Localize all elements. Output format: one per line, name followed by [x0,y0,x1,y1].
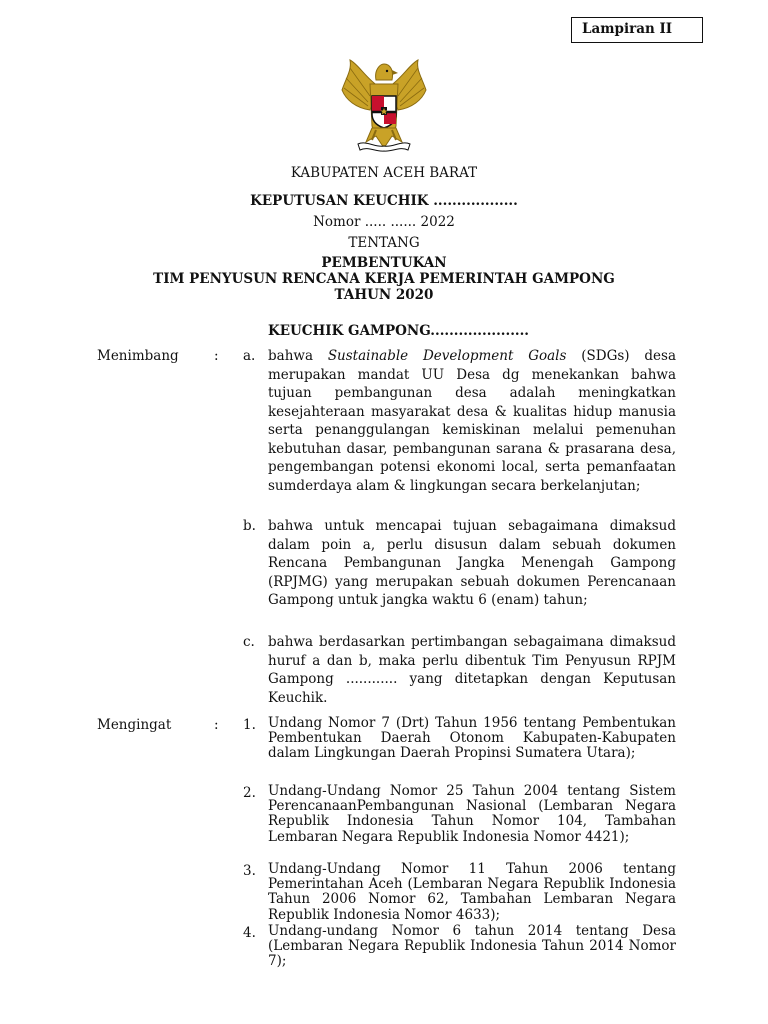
menimbang-item-c: bahwa berdasarkan pertimbangan sebagaimana dimaksud huruf a dan b, maka perlu dibentuk Tim Penyusun RPJM Gampong ............ yang ditetapkan dengan Keputusan Keuchik. [268,634,676,706]
mengingat-item-4: Undang-undang Nomor 6 tahun 2014 tentang Desa (Lembaran Negara Republik Indonesia Tahun 2014 Nomor 7); [268,923,676,970]
mengingat-colon: : [214,717,219,733]
mengingat-item-1: Undang Nomor 7 (Drt) Tahun 1956 tentang Pembentukan Pembentukan Daerah Otonom Kabupaten-Kabupaten dalam Lingkungan Daerah Propinsi Sumatera Utara); [268,715,676,762]
mengingat-label: Mengingat [97,717,172,733]
mengingat-marker-3: 3. [243,863,256,879]
menimbang-marker-a: a. [243,348,256,364]
title-line-3: TAHUN 2020 [334,287,434,303]
menimbang-item-a: bahwa Sustainable Development Goals (SDGs) desa merupakan mandat UU Desa dg menekankan bahwa tujuan pembangunan desa adalah meningkatkan kesejahteraan masyarakat desa & kualitas hidup manusia serta penanggulangan kemiskinan melalui pemenuhan kebutuhan dasar, pembangunan sarana & prasarana desa, pengembangan potensi ekonomi local, serta pemanfaatan sumderdaya alam & lingkungan secara berkelanjutan; [268,348,676,494]
about-heading: TENTANG [348,235,420,251]
menimbang-marker-b: b. [243,518,256,534]
mengingat-item-3: Undang-Undang Nomor 11 Tahun 2006 tentang Pemerintahan Aceh (Lembaran Negara Republik Indonesia Tahun 2006 Nomor 62, Tambahan Lembaran Negara Republik Indonesia Nomor 4633); [268,861,676,923]
menimbang-label: Menimbang [97,348,179,364]
decree-heading: KEPUTUSAN KEUCHIK .................. [250,193,518,209]
garuda-emblem-icon [336,56,432,154]
lampiran-label: Lampiran II [571,17,703,43]
regency-heading: KABUPATEN ACEH BARAT [290,165,478,181]
mengingat-marker-4: 4. [243,925,256,941]
keuchik-heading: KEUCHIK GAMPONG..................... [268,323,529,339]
menimbang-marker-c: c. [243,634,255,650]
mengingat-item-2: Undang-Undang Nomor 25 Tahun 2004 tentang Sistem PerencanaanPembangunan Nasional (Lembaran Negara Republik Indonesia Tahun Nomor 104, Tambahan Lembaran Negara Republik Indonesia Nomor 4421); [268,783,676,845]
decree-number: Nomor ..... ...... 2022 [313,214,455,230]
mengingat-marker-1: 1. [243,717,256,733]
menimbang-item-b: bahwa untuk mencapai tujuan sebagaimana dimaksud dalam poin a, perlu disusun dalam sebuah dokumen Rencana Pembangunan Jangka Menengah Gampong (RPJMG) yang merupakan sebuah dokumen Perencanaan Gampong untuk jangka waktu 6 (enam) tahun; [268,518,676,608]
menimbang-colon: : [214,348,219,364]
mengingat-marker-2: 2. [243,785,256,801]
title-line-1: PEMBENTUKAN [321,255,447,271]
title-line-2: TIM PENYUSUN RENCANA KERJA PEMERINTAH GAMPONG [153,271,615,287]
